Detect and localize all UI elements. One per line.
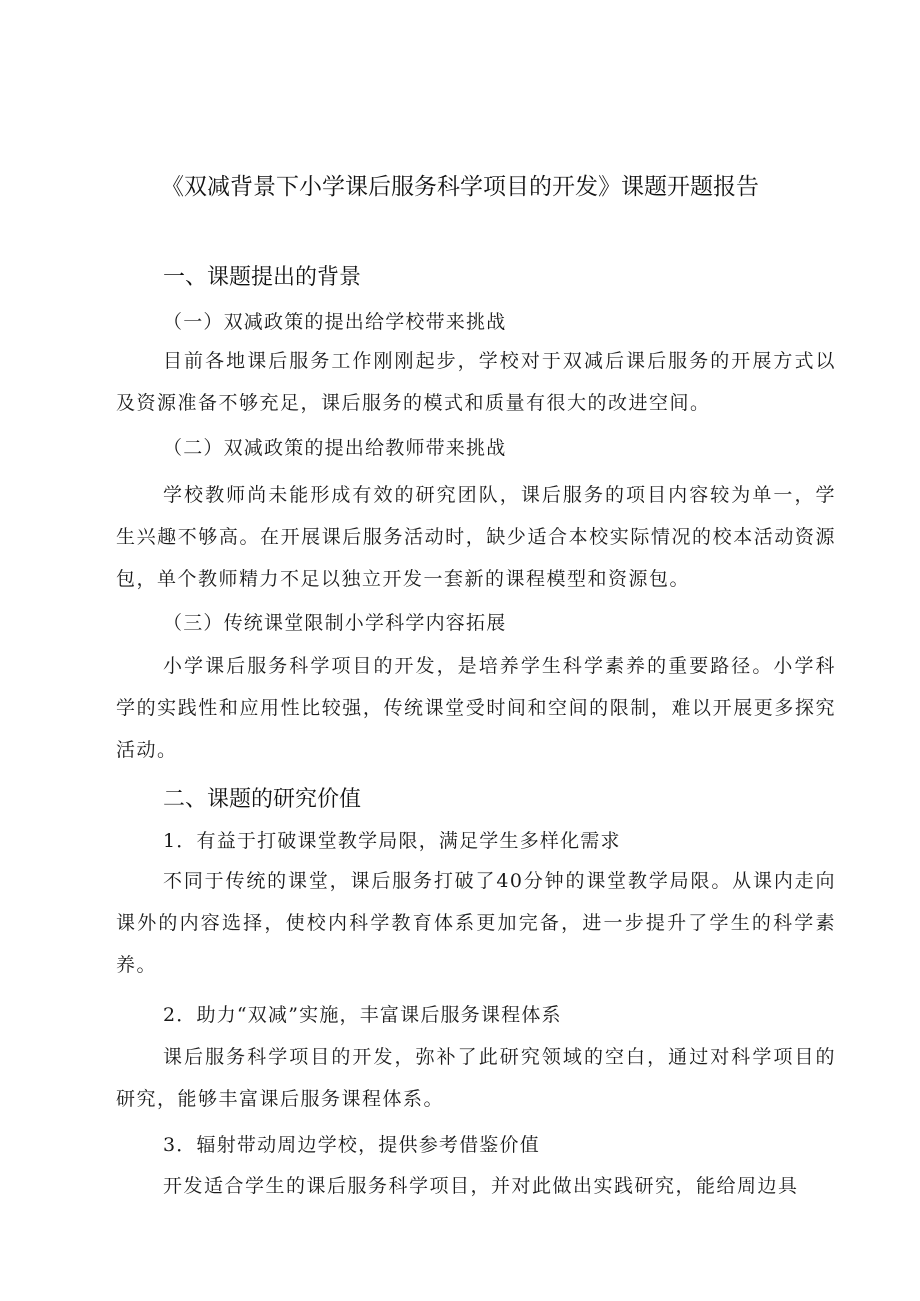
paragraph-value-3: 开发适合学生的课后服务科学项目，并对此做出实践研究，能给周边具 — [163, 1175, 799, 1197]
section-heading-research-value: 二、课题的研究价值 — [163, 787, 362, 812]
paragraph-value-2: 课后服务科学项目的开发，弥补了此研究领域的空白，通过对科学项目的研究，能够丰富课后服务课程体系。 — [116, 1046, 836, 1110]
subheading-value-3: 3．辐射带动周边学校，提供参考借鉴价值 — [163, 1134, 540, 1156]
subheading-teacher-challenge: （二）双减政策的提出给教师带来挑战 — [163, 437, 507, 459]
subheading-classroom-limit: （三）传统课堂限制小学科学内容拓展 — [163, 612, 507, 634]
subheading-school-challenge: （一）双减政策的提出给学校带来挑战 — [163, 311, 507, 333]
paragraph-classroom-limit: 小学课后服务科学项目的开发，是培养学生科学素养的重要路径。小学科学的实践性和应用性比较强，传统课堂受时间和空间的限制，难以开展更多探究活动。 — [116, 655, 836, 761]
paragraph-teacher-challenge: 学校教师尚未能形成有效的研究团队，课后服务的项目内容较为单一，学生兴趣不够高。在开展课后服务活动时，缺少适合本校实际情况的校本活动资源包，单个教师精力不足以独立开发一套新的课程模型和资源包。 — [116, 484, 836, 590]
subheading-value-1: 1．有益于打破课堂教学局限，满足学生多样化需求 — [163, 830, 621, 852]
subheading-value-2: 2．助力“双减”实施，丰富课后服务课程体系 — [163, 1004, 562, 1026]
section-heading-background: 一、课题提出的背景 — [163, 265, 362, 290]
paragraph-value-1: 不同于传统的课堂，课后服务打破了40分钟的课堂教学局限。从课内走向课外的内容选择，使校内科学教育体系更加完备，进一步提升了学生的科学素养。 — [116, 870, 836, 976]
document-title: 《双减背景下小学课后服务科学项目的开发》课题开题报告 — [161, 174, 759, 200]
paragraph-school-challenge: 目前各地课后服务工作刚刚起步，学校对于双减后课后服务的开展方式以及资源准备不够充足，课后服务的模式和质量有很大的改进空间。 — [116, 350, 836, 414]
